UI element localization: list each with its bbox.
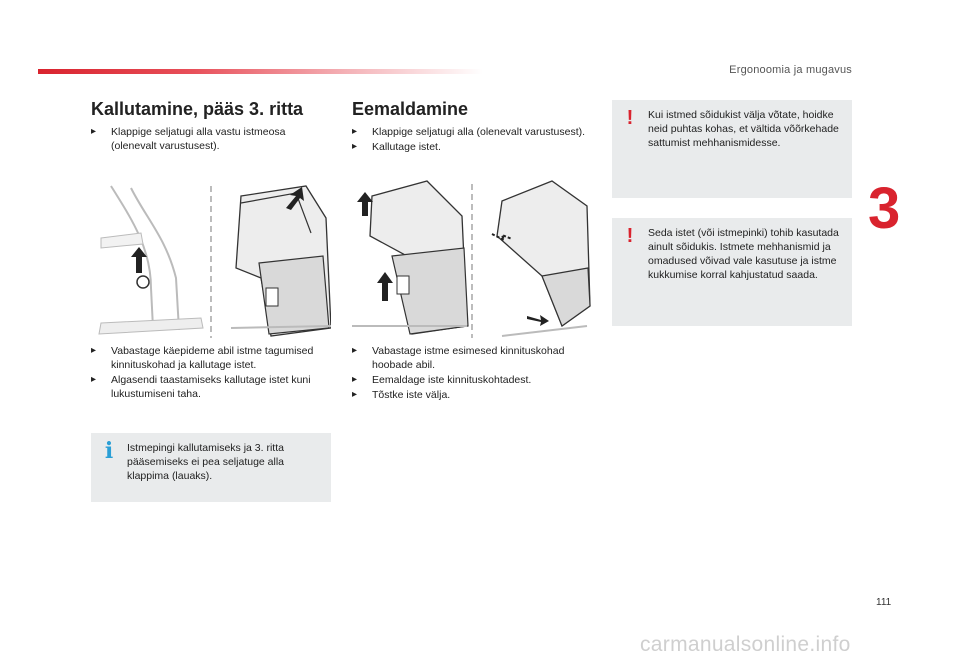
list-item: ▸ Eemaldage iste kinnituskohtadest. <box>352 374 532 386</box>
warning-box-2 <box>612 218 852 326</box>
middle-bullets-top <box>352 125 592 155</box>
illustration-seat-tilt <box>91 178 331 340</box>
checkbox-arrow-icon: ▸ <box>352 126 358 137</box>
info-icon: i <box>104 438 114 464</box>
list-item: ▸ Algasendi taastamiseks kallutage istet kuni lukustumiseni taha. <box>91 374 311 400</box>
checkbox-arrow-icon: ▸ <box>91 374 97 385</box>
exclamation-icon: ! <box>626 225 634 247</box>
left-bullets-bottom <box>91 344 336 402</box>
left-heading: Kallutamine, pääs 3. ritta <box>91 99 304 119</box>
middle-heading: Eemaldamine <box>352 99 469 119</box>
illustration-seat-removal <box>352 176 592 340</box>
checkbox-arrow-icon: ▸ <box>352 141 358 152</box>
info-text: Istmepingi kallutamiseks ja 3. ritta pääsemiseks ei pea seljatuge alla klappima (lauaks). <box>127 442 285 482</box>
left-bullets-top <box>91 125 326 154</box>
list-item: ▸ Tõstke iste välja. <box>352 389 451 401</box>
list-item: ▸ Kallutage istet. <box>352 141 441 153</box>
exclamation-icon: ! <box>626 107 634 129</box>
warning-text-1: Kui istmed sõidukist välja võtate, hoidke neid puhtas kohas, et vältida võõrkehade sattumist mehhanismidesse. <box>648 109 839 149</box>
section-title: Ergonoomia ja mugavus <box>729 64 852 76</box>
header-gradient-bar <box>38 69 483 74</box>
chapter-number: 3 <box>868 176 901 241</box>
checkbox-arrow-icon: ▸ <box>352 389 358 400</box>
list-item: ▸ Vabastage istme esimesed kinnituskohad hoobade abil. <box>352 345 565 371</box>
info-box <box>91 433 331 502</box>
warning-text-2: Seda istet (või istmepinki) tohib kasutada ainult sõidukis. Istmete mehhanismid ja omadused võivad vale kasutuse ja istme kukkumise korral kahjustatud saada. <box>648 227 839 281</box>
list-item: ▸ Klappige seljatugi alla vastu istmeosa (olenevalt varustusest). <box>91 126 286 152</box>
list-item: ▸ Vabastage käepideme abil istme tagumised kinnituskohad ja kallutage istet. <box>91 345 314 371</box>
list-item: ▸ Klappige seljatugi alla (olenevalt varustusest). <box>352 126 586 138</box>
checkbox-arrow-icon: ▸ <box>91 126 97 137</box>
checkbox-arrow-icon: ▸ <box>352 345 358 356</box>
checkbox-arrow-icon: ▸ <box>91 345 97 356</box>
page-number: 111 <box>876 597 892 608</box>
watermark: carmanualsonline.info <box>640 633 851 656</box>
checkbox-arrow-icon: ▸ <box>352 374 358 385</box>
warning-box-1 <box>612 100 852 198</box>
middle-bullets-bottom <box>352 344 597 403</box>
